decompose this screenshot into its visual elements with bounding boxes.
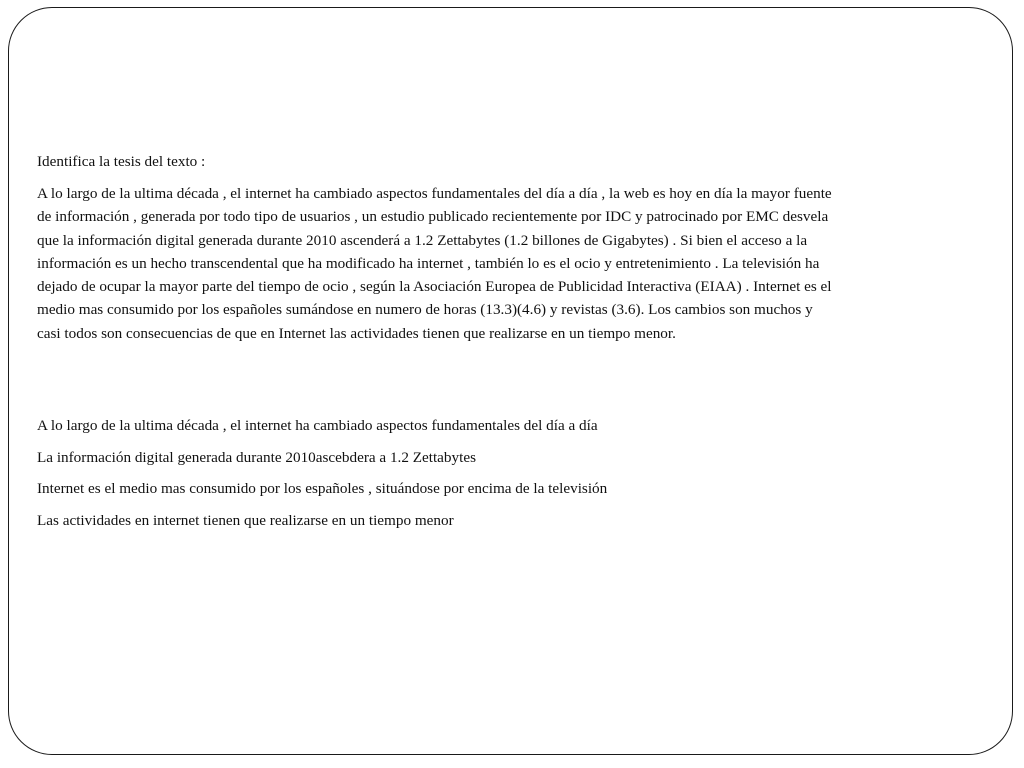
key-point: A lo largo de la ultima década , el internet ha cambiado aspectos fundamentales del día a día bbox=[37, 417, 598, 434]
key-points-list bbox=[37, 414, 942, 540]
passage-line: información es un hecho transcendental que ha modificado ha internet , también lo es el ocio y entretenimiento . La televisión ha bbox=[37, 254, 820, 272]
passage-line: casi todos son consecuencias de que en Internet las actividades tienen que realizarse en un tiempo menor. bbox=[37, 324, 676, 342]
prompt-heading: Identifica la tesis del texto : bbox=[37, 153, 206, 170]
passage-line: de información , generada por todo tipo de usuarios , un estudio publicado recientemente por IDC y patrocinado por EMC desvela bbox=[37, 208, 829, 226]
key-point: Internet es el medio mas consumido por los españoles , situándose por encima de la televisión bbox=[37, 480, 608, 497]
passage-line: medio mas consumido por los españoles sumándose en numero de horas (13.3)(4.6) y revistas (3.6). Los cambios son muchos y bbox=[37, 301, 813, 319]
key-point: La información digital generada durante 2010ascebdera a 1.2 Zettabytes bbox=[37, 448, 476, 466]
passage-line: dejado de ocupar la mayor parte del tiempo de ocio , según la Asociación Europea de Publicidad Interactiva (EIAA) . Internet es el bbox=[37, 278, 832, 296]
passage-line: que la información digital generada durante 2010 ascenderá a 1.2 Zettabytes (1.2 billones de Gigabytes) . Si bien el acceso a la bbox=[37, 231, 808, 249]
passage-line: A lo largo de la ultima década , el internet ha cambiado aspectos fundamentales del día a día , la web es hoy en día la mayor fuente bbox=[37, 185, 832, 202]
slide-frame bbox=[8, 7, 1013, 755]
text-passage bbox=[37, 182, 942, 345]
key-point: Las actividades en internet tienen que realizarse en un tiempo menor bbox=[37, 511, 454, 529]
slide-content bbox=[37, 150, 942, 345]
